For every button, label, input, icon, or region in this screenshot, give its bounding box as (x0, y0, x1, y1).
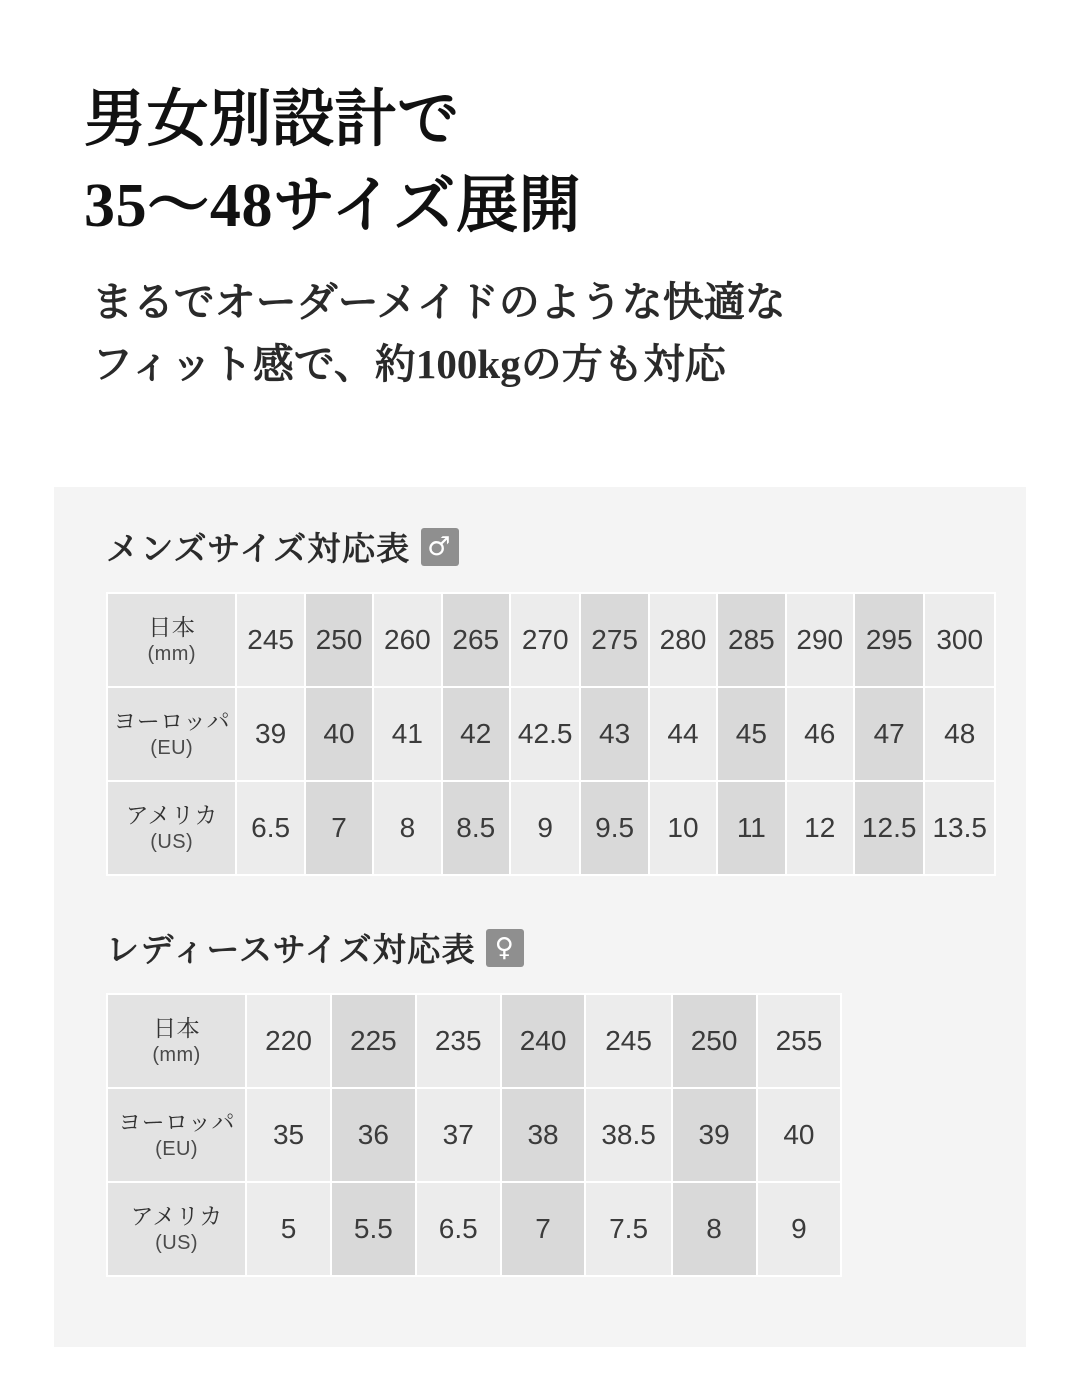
row-header-eu-label: ヨーロッパ (118, 1109, 235, 1136)
mens-eu-3: 42 (442, 687, 510, 781)
mens-us-1: 7 (305, 781, 373, 875)
mens-eu-2: 41 (373, 687, 441, 781)
mens-jp-1: 250 (305, 593, 373, 687)
row-header-us-label: アメリカ (130, 1203, 223, 1230)
ladies-us-3: 7 (501, 1182, 586, 1276)
male-symbol-icon: ♂ (421, 528, 459, 566)
mens-eu-7: 45 (717, 687, 785, 781)
size-chart-panel (54, 487, 1026, 1347)
row-header-jp-unit: (mm) (152, 1043, 201, 1066)
table-row (107, 593, 995, 687)
mens-us-8: 12 (786, 781, 854, 875)
mens-eu-9: 47 (854, 687, 925, 781)
ladies-us-1: 5.5 (331, 1182, 416, 1276)
mens-jp-4: 270 (510, 593, 581, 687)
ladies-jp-4: 245 (585, 994, 671, 1088)
ladies-us-7 (841, 1182, 918, 1276)
ladies-eu-7 (841, 1088, 918, 1182)
ladies-size-table (106, 993, 996, 1277)
page-title-line-2: 35〜48サイズ展開 (84, 171, 582, 240)
row-header-jp-label: 日本 (153, 1015, 201, 1042)
page-subtitle-line-1: まるでオーダーメイドのような快適な (92, 279, 786, 326)
ladies-jp-8 (918, 994, 995, 1088)
mens-eu-6: 44 (649, 687, 717, 781)
ladies-eu-4: 38.5 (585, 1088, 671, 1182)
mens-eu-4: 42.5 (510, 687, 581, 781)
ladies-eu-3: 38 (501, 1088, 586, 1182)
row-header-eu (107, 1088, 246, 1182)
headline-block (0, 0, 1080, 396)
ladies-eu-2: 37 (416, 1088, 501, 1182)
ladies-section-label: レディースサイズ対応表 (106, 931, 476, 968)
mens-section-title (106, 523, 996, 570)
row-header-eu-unit: (EU) (155, 1137, 199, 1160)
row-header-jp (107, 593, 236, 687)
row-header-eu (107, 687, 236, 781)
mens-jp-10: 300 (924, 593, 995, 687)
ladies-us-2: 6.5 (416, 1182, 501, 1276)
ladies-jp-2: 235 (416, 994, 501, 1088)
ladies-jp-6: 255 (757, 994, 842, 1088)
table-row (107, 1088, 995, 1182)
row-header-jp-label: 日本 (148, 614, 196, 641)
ladies-jp-3: 240 (501, 994, 586, 1088)
mens-us-10: 13.5 (924, 781, 995, 875)
table-row (107, 781, 995, 875)
row-header-us-unit: (US) (150, 830, 194, 853)
mens-jp-5: 275 (580, 593, 648, 687)
mens-us-4: 9 (510, 781, 581, 875)
mens-jp-0: 245 (236, 593, 304, 687)
page-title (84, 78, 1080, 249)
ladies-us-5: 8 (672, 1182, 757, 1276)
mens-jp-9: 295 (854, 593, 925, 687)
ladies-eu-0: 35 (246, 1088, 331, 1182)
table-row (107, 687, 995, 781)
row-header-us-unit: (US) (155, 1231, 199, 1254)
ladies-jp-5: 250 (672, 994, 757, 1088)
page-title-line-1: 男女別設計で (84, 86, 460, 154)
mens-jp-2: 260 (373, 593, 441, 687)
row-header-eu-unit: (EU) (150, 736, 194, 759)
ladies-section-title (106, 924, 996, 971)
mens-eu-8: 46 (786, 687, 854, 781)
mens-us-7: 11 (717, 781, 785, 875)
mens-size-table (106, 592, 996, 876)
mens-eu-0: 39 (236, 687, 304, 781)
row-header-jp-unit: (mm) (147, 642, 196, 665)
mens-us-3: 8.5 (442, 781, 510, 875)
table-row (107, 1182, 995, 1276)
row-header-jp (107, 994, 246, 1088)
mens-us-2: 8 (373, 781, 441, 875)
ladies-us-6: 9 (757, 1182, 842, 1276)
ladies-eu-8 (918, 1088, 995, 1182)
row-header-us (107, 1182, 246, 1276)
ladies-eu-5: 39 (672, 1088, 757, 1182)
female-symbol-icon: ♀ (486, 929, 524, 967)
mens-us-0: 6.5 (236, 781, 304, 875)
mens-us-5: 9.5 (580, 781, 648, 875)
ladies-us-4: 7.5 (585, 1182, 671, 1276)
ladies-us-8 (918, 1182, 995, 1276)
mens-jp-7: 285 (717, 593, 785, 687)
mens-eu-10: 48 (924, 687, 995, 781)
ladies-jp-0: 220 (246, 994, 331, 1088)
page-subtitle-line-2: フィット感で、約100kgの方も対応 (92, 341, 726, 388)
ladies-us-0: 5 (246, 1182, 331, 1276)
mens-jp-8: 290 (786, 593, 854, 687)
mens-eu-5: 43 (580, 687, 648, 781)
row-header-eu-label: ヨーロッパ (113, 708, 231, 735)
page-subtitle (92, 271, 1080, 396)
mens-jp-6: 280 (649, 593, 717, 687)
mens-eu-1: 40 (305, 687, 373, 781)
mens-section-label: メンズサイズ対応表 (106, 530, 411, 567)
ladies-jp-1: 225 (331, 994, 416, 1088)
mens-us-6: 10 (649, 781, 717, 875)
row-header-us-label: アメリカ (125, 802, 218, 829)
row-header-us (107, 781, 236, 875)
table-row (107, 994, 995, 1088)
ladies-eu-1: 36 (331, 1088, 416, 1182)
mens-us-9: 12.5 (854, 781, 925, 875)
mens-jp-3: 265 (442, 593, 510, 687)
ladies-jp-7 (841, 994, 918, 1088)
ladies-eu-6: 40 (757, 1088, 842, 1182)
